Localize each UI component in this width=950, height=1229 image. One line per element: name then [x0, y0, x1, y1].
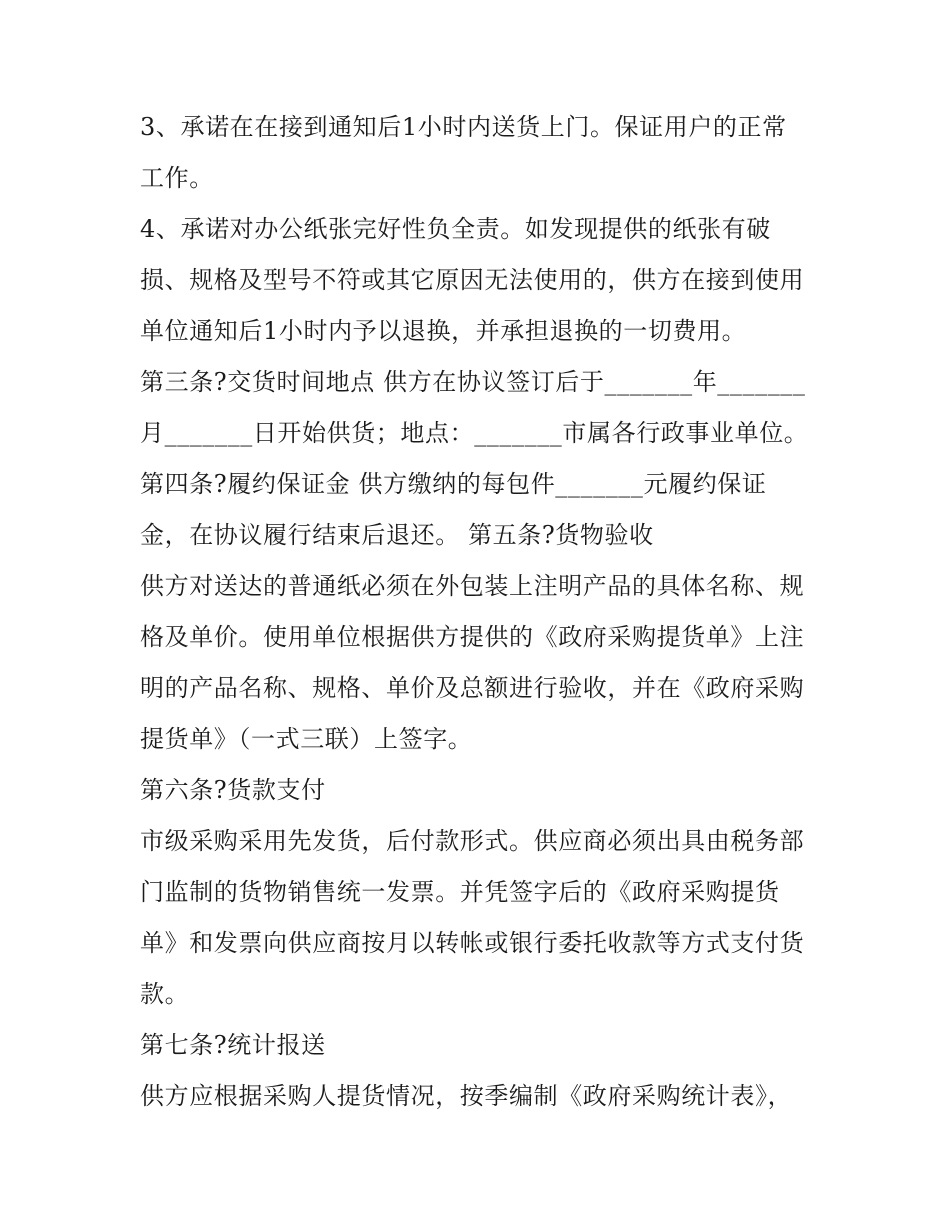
section-heading: 第七条?统计报送 — [140, 1031, 326, 1059]
text-line: 4、承诺对办公纸张完好性负全责。如发现提供的纸张有破 — [140, 215, 771, 243]
text-line: 门监制的货物销售统一发票。并凭签字后的《政府采购提货 — [140, 878, 780, 906]
section-heading: 第六条?货款支付 — [140, 776, 326, 804]
text-line: 供方应根据采购人提货情况，按季编制《政府采购统计表》， — [140, 1082, 793, 1110]
text-line: 金，在协议履行结束后退还。 第五条?货物验收 — [140, 521, 654, 549]
text-line: 3、承诺在在接到通知后1小时内送货上门。保证用户的正常 — [140, 113, 787, 141]
text-line: 损、规格及型号不符或其它原因无法使用的，供方在接到使用 — [140, 266, 805, 294]
text-line: 格及单价。使用单位根据供方提供的《政府采购提货单》上注 — [140, 623, 805, 651]
text-line: 工作。 — [140, 164, 214, 192]
text-line: 第四条?履约保证金 供方缴纳的每包件_______元履约保证 — [140, 470, 767, 498]
text-line: 提货单》（一式三联）上签字。 — [140, 725, 473, 753]
text-line: 市级采购采用先发货，后付款形式。供应商必须出具由税务部 — [140, 827, 805, 855]
text-line: 供方对送达的普通纸必须在外包装上注明产品的具体名称、规 — [140, 572, 805, 600]
text-line: 单位通知后1小时内予以退换，并承担退换的一切费用。 — [140, 317, 747, 345]
text-line: 月_______日开始供货；地点：_______市属各行政事业单位。 — [140, 419, 809, 447]
text-line: 款。 — [140, 980, 190, 1008]
text-line: 第三条?交货时间地点 供方在协议签订后于_______年_______ — [140, 368, 806, 396]
document-body — [140, 102, 830, 1122]
text-line: 明的产品名称、规格、单价及总额进行验收，并在《政府采购 — [140, 674, 805, 702]
text-line: 单》和发票向供应商按月以转帐或银行委托收款等方式支付货 — [140, 929, 805, 957]
